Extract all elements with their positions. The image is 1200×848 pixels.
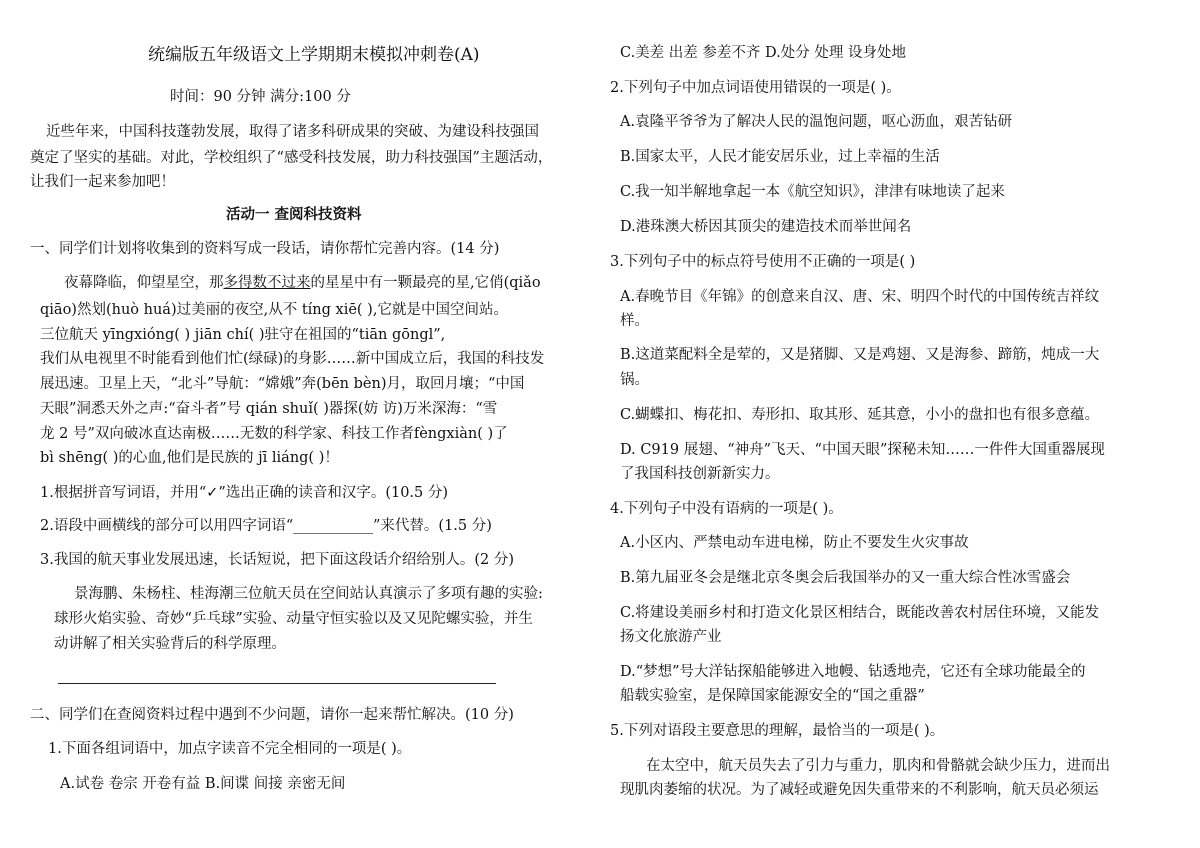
q4-option-d-line-1: D.“梦想”号大洋钻探船能够进入地幔、钻透地壳，它还有全球功能最全的 [620, 664, 1086, 680]
passage-text: 的星星中有一颗最亮的星,它俏(qiǎo [310, 275, 541, 291]
q4-option-d-line-2: 船载实验室，是保障国家能源安全的“国之重器” [620, 688, 925, 704]
q4-option-c-line-2: 扬文化旅游产业 [620, 629, 722, 645]
q2-option-a: A.袁隆平爷爷为了解决人民的温饱问题，呕心沥血，艰苦钻研 [620, 114, 1013, 130]
passage-line-8: bì shēng( )的心血,他们是民族的 jī liáng( )！ [40, 450, 339, 466]
q3-option-b-line-2: 锅。 [620, 372, 649, 388]
underlined-phrase: 多得数不过来 [223, 275, 311, 291]
question-2-4: 4.下列句子中没有语病的一项是( )。 [610, 501, 843, 517]
q4-option-a: A.小区内、严禁电动车进电梯，防止不要发生火灾事故 [620, 535, 969, 551]
q3-passage-line-2: 球形火焰实验、奇妙“乒乓球”实验、动量守恒实验以及又见陀螺实验，并生 [54, 611, 533, 627]
question-text: 1.根据拼音写词语，并用“ [40, 485, 207, 501]
q4-option-b: B.第九届亚冬会是继北京冬奥会后我国举办的又一重大综合性冰雪盛会 [620, 570, 1071, 586]
answer-line[interactable] [58, 683, 496, 684]
passage-line-5: 展迅速。卫星上天，“北斗”导航：“嫦娥”奔(bēn bèn)月，取回月壤；“中国 [40, 376, 525, 392]
checkmark-icon: ✓ [206, 485, 219, 501]
q3-option-d-line-1: D. C919 展翅、“神舟”飞天、“中国天眼”探秘未知……一件件大国重器展现 [620, 442, 1105, 458]
passage-line-2: qiāo)然划(huò huá)过美丽的夜空,从不 tíng xiē( ),它就是中国空间站。 [40, 302, 508, 318]
activity-heading: 活动一 查阅科技资料 [226, 206, 362, 223]
question-1-1 [40, 483, 448, 503]
q5-passage-line-1: 在太空中，航天员失去了引力与重力，肌肉和骨骼就会缺少压力，进而出 [646, 758, 1110, 774]
exam-time-info: 时间：90 分钟 满分:100 分 [170, 89, 351, 105]
question-1-2: 2.语段中画横线的部分可以用四字词语“___________”来代替。(1.5 分) [40, 518, 492, 534]
q2-option-b: B.国家太平，人民才能安居乐业，过上幸福的生活 [620, 149, 940, 165]
intro-line-1: 近些年来，中国科技蓬勃发展，取得了诸多科研成果的突破、为建设科技强国 [46, 124, 539, 140]
passage-line-3: 三位航天 yīngxióng( ) jiān chí( )驻守在祖国的“tiān gōngl”, [40, 327, 446, 343]
question-2-1-options-ab: A.试卷 卷宗 开卷有益 B.间谍 间接 亲密无间 [60, 776, 346, 792]
section1-heading: 一、同学们计划将收集到的资料写成一段话，请你帮忙完善内容。(14 分) [30, 241, 500, 257]
question-2-1-options-cd: C.美差 出差 参差不齐 D.处分 处理 设身处地 [620, 45, 906, 61]
intro-line-3: 让我们一起来参加吧！ [30, 174, 175, 190]
question-1-3: 3.我国的航天事业发展迅速，长话短说，把下面这段话介绍给别人。(2 分) [40, 552, 514, 568]
question-text: ”选出正确的读音和汉字。(10.5 分) [218, 485, 449, 501]
question-2-5: 5.下列对语段主要意思的理解，最恰当的一项是( )。 [610, 723, 945, 739]
q3-option-c: C.蝴蝶扣、梅花扣、寿形扣、取其形、延其意，小小的盘扣也有很多意蕴。 [620, 407, 1100, 423]
page-title: 统编版五年级语文上学期期末模拟冲刺卷(A) [148, 45, 480, 65]
q3-option-d-line-2: 了我国科技创新新实力。 [620, 466, 780, 482]
q4-option-c-line-1: C.将建设美丽乡村和打造文化景区相结合，既能改善农村居住环境，又能发 [620, 605, 1100, 621]
section2-heading: 二、同学们在查阅资料过程中遇到不少问题，请你一起来帮忙解决。(10 分) [30, 707, 514, 723]
question-2-2: 2.下列句子中加点词语使用错误的一项是( )。 [610, 80, 901, 96]
passage-text: 夜幕降临，仰望星空，那 [64, 275, 224, 291]
passage-line-6: 天眼”洞悉天外之声:“奋斗者”号 qián shuǐ( )器探(妨 访)万米深海：“雪 [40, 401, 498, 417]
q3-option-a-line-1: A.春晚节目《年锦》的创意来自汉、唐、宋、明四个时代的中国传统吉祥纹 [620, 289, 1100, 305]
q5-passage-line-2: 现肌肉萎缩的状况。为了减轻或避免因失重带来的不利影响，航天员必须运 [620, 782, 1099, 798]
passage-line-4: 我们从电视里不时能看到他们忙(绿碌)的身影……新中国成立后，我国的科技发 [40, 351, 545, 367]
q2-option-d: D.港珠澳大桥因其顶尖的建造技术而举世闻名 [620, 219, 912, 235]
q2-option-c: C.我一知半解地拿起一本《航空知识》，津津有味地读了起来 [620, 184, 1005, 200]
q3-option-b-line-1: B.这道菜配料全是荤的，又是猪脚、又是鸡翅、又是海参、蹄筋，炖成一大 [620, 347, 1100, 363]
q3-option-a-line-2: 样。 [620, 313, 649, 329]
q3-passage-line-1: 景海鹏、朱杨柱、桂海潮三位航天员在空间站认真演示了多项有趣的实验: [74, 586, 543, 602]
question-2-3: 3.下列句子中的标点符号使用不正确的一项是( ) [610, 254, 916, 270]
q3-passage-line-3: 动讲解了相关实验背后的科学原理。 [54, 636, 286, 652]
passage-line-7: 龙 2 号”双向破冰直达南极……无数的科学家、科技工作者fèngxiàn( )了 [40, 426, 508, 442]
passage-line-1 [64, 273, 541, 293]
question-2-1: 1.下面各组词语中，加点字读音不完全相同的一项是( )。 [48, 741, 412, 757]
intro-line-2: 奠定了坚实的基础。对此，学校组织了“感受科技发展，助力科技强国”主题活动， [30, 150, 553, 166]
